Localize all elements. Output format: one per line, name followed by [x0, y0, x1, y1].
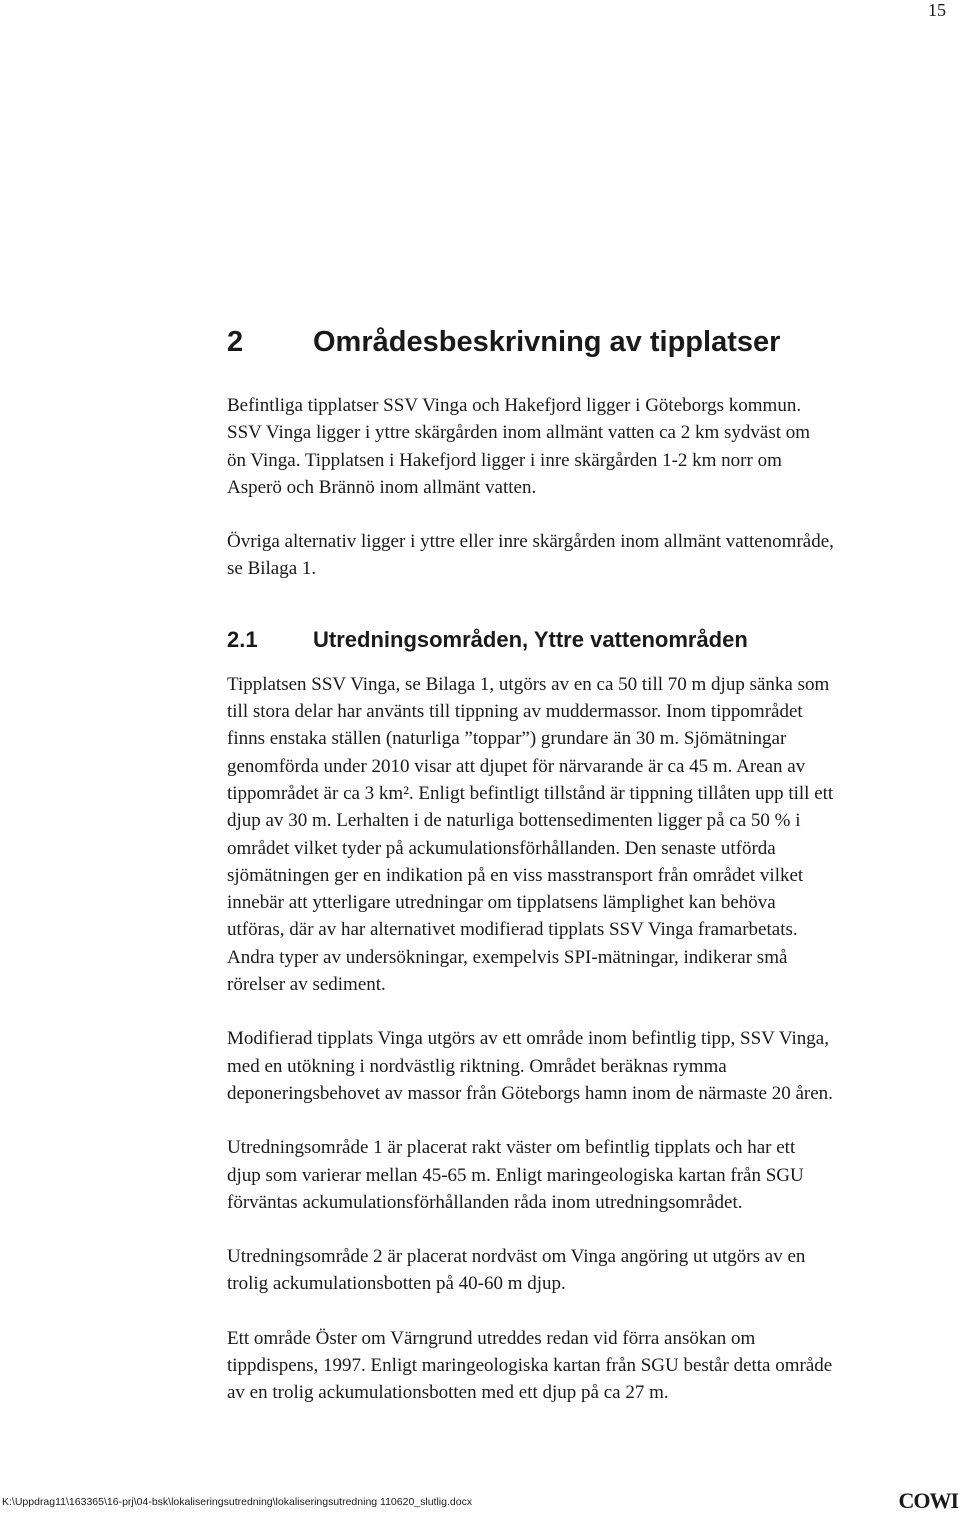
subsection-paragraph: Tipplatsen SSV Vinga, se Bilaga 1, utgörs av en ca 50 till 70 m djup sänka som till stora delar har använts till tippning av muddermassor. Inom tippområdet finns enstaka ställen (naturliga ”toppar”) grundare än 30 m. Sjömätningar genomförda under 2010 visar att djupet för närvarande är ca 45 m. Arean av tippområdet är ca 3 km². Enligt befintligt tillstånd är tippning tillåten upp till ett djup av 30 m. Lerhalten i de naturliga bottensedimenten ligger på ca 50 % i området vilket tyder på ackumulationsförhållanden. Den senaste utförda sjömätningen ger en indikation på en viss masstransport från området vilket innebär att ytterligare utredningar om tipplatsens lämplighet kan behöva utföras, där av har alternativet modifierad tipplats SSV Vinga framarbetats. Andra typer av undersökningar, exempelvis SPI-mätningar, indikerar små rörelser av sediment. — [227, 673, 834, 996]
subsection-number: 2.1 — [227, 626, 258, 652]
subsection-paragraph: Ett område Öster om Värngrund utreddes redan vid förra ansökan om tippdispens, 1997. Enligt maringeologiska kartan från SGU består detta område av en trolig ackumulationsbotten med ett djup på ca 27 m. — [227, 1327, 833, 1404]
footer-file-path: K:\Uppdrag11\163365\16-prj\04-bsk\lokaliseringsutredning\lokaliseringsutredning 110620_slutlig.docx — [2, 1496, 473, 1508]
section-paragraph: Övriga alternativ ligger i yttre eller inre skärgården inom allmänt vattenområde, se Bilaga 1. — [227, 531, 834, 580]
subsection-paragraph: Utredningsområde 2 är placerat nordväst om Vinga angöring ut utgörs av en trolig ackumulationsbotten på 40-60 m djup. — [227, 1246, 806, 1295]
page-number: 15 — [928, 0, 946, 20]
section-number: 2 — [227, 326, 244, 358]
subsection-title: Utredningsområden, Yttre vattenområden — [313, 626, 748, 652]
subsection-heading — [227, 623, 957, 657]
document-body — [227, 322, 957, 1407]
section-paragraph: Befintliga tipplatser SSV Vinga och Hakefjord ligger i Göteborgs kommun. SSV Vinga ligger i yttre skärgården inom allmänt vatten ca 2 km sydväst om ön Vinga. Tipplatsen i Hakefjord ligger i inre skärgården 1-2 km norr om Asperö och Brännö inom allmänt vatten. — [227, 395, 811, 498]
subsection-paragraph: Modifierad tipplats Vinga utgörs av ett område inom befintlig tipp, SSV Vinga, med en utökning i nordvästlig riktning. Området beräknas rymma deponeringsbehovet av massor från Göteborgs hamn inom de närmaste 20 åren. — [227, 1028, 833, 1104]
company-logo: COWI — [898, 1488, 958, 1513]
subsection-paragraph: Utredningsområde 1 är placerat rakt väster om befintlig tipplats och har ett djup som varierar mellan 45-65 m. Enligt maringeologiska kartan från SGU förväntas ackumulationsförhållanden råda inom utredningsområdet. — [227, 1137, 804, 1213]
section-title: Områdesbeskrivning av tipplatser — [313, 326, 781, 358]
section-heading — [227, 322, 957, 362]
